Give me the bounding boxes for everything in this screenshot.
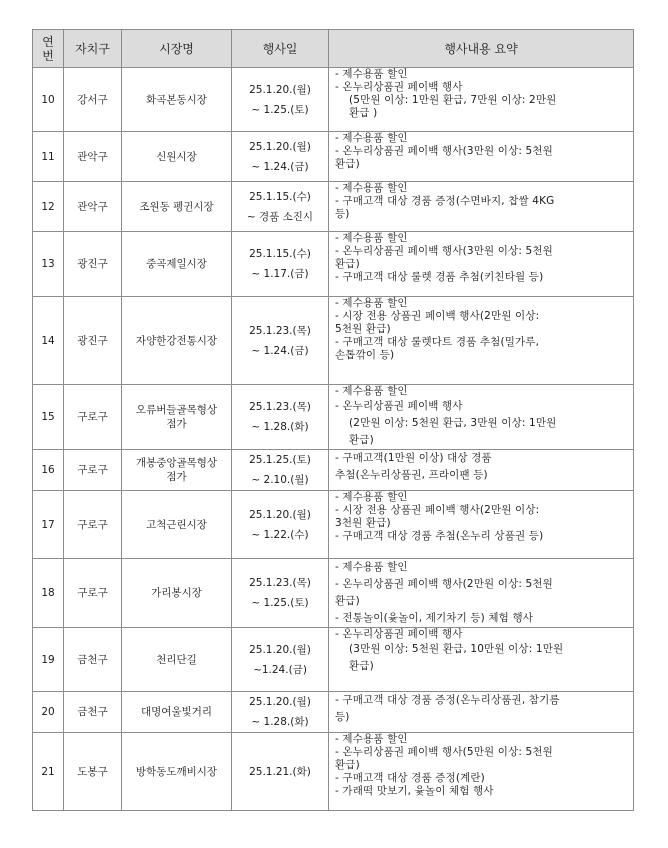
event-date-line: 25.1.20.(월) xyxy=(249,643,311,656)
event-date-line: 25.1.23.(목) xyxy=(249,324,311,337)
district-cell: 금천구 xyxy=(64,692,122,733)
event-date-line: ~ 경품 소진시 xyxy=(246,210,314,223)
market-name-line: 개봉중앙골목형상 xyxy=(135,457,218,469)
district-cell: 광진구 xyxy=(64,297,122,385)
event-date-line: ~ 1.24.(금) xyxy=(251,344,309,357)
table-body xyxy=(33,68,634,811)
event-detail-line: - 구매고객 대상 경품 증정(수면바지, 찹쌀 4KG xyxy=(335,195,555,207)
event-detail-line: - 온누리상품권 페이백 행사 xyxy=(335,81,463,93)
market-name-line: 점가 xyxy=(166,418,187,430)
event-details-cell xyxy=(329,450,634,491)
table-row xyxy=(33,68,634,132)
header-no-line2: 번 xyxy=(42,48,54,63)
event-details-cell xyxy=(329,491,634,559)
district-cell: 구로구 xyxy=(64,450,122,491)
event-date-line: ~1.24.(금) xyxy=(253,663,307,676)
table-row xyxy=(33,733,634,811)
event-date-line: 25.1.20.(월) xyxy=(249,508,311,521)
event-date-line: 25.1.15.(수) xyxy=(249,248,311,260)
market-name-cell xyxy=(122,232,232,297)
event-detail-line: 환급 ) xyxy=(349,107,378,119)
row-number: 11 xyxy=(33,132,64,182)
event-detail-line: - 제수용품 할인 xyxy=(335,561,408,573)
event-details-cell xyxy=(329,385,634,450)
event-detail-line: 환급) xyxy=(335,759,360,771)
event-details-cell xyxy=(329,182,634,232)
event-detail-line: (3만원 이상: 5천원 환급, 10만원 이상: 1만원 xyxy=(349,643,564,655)
market-name-line: 고척근린시장 xyxy=(146,518,207,531)
event-detail-line: 등) xyxy=(335,208,350,220)
event-details-cell xyxy=(329,68,634,132)
event-detail-line: - 구매고객 대상 경품 추첨(온누리 상품권 등) xyxy=(335,530,544,542)
event-detail-line: 5천원 환급) xyxy=(335,323,391,335)
event-detail-line: - 온누리상품권 페이백 행사(2만원 이상: 5천원 xyxy=(335,578,553,590)
district-cell: 구로구 xyxy=(64,491,122,559)
header-date: 행사일 xyxy=(232,30,329,68)
event-detail-line: - 제수용품 할인 xyxy=(335,132,408,144)
row-number: 15 xyxy=(33,385,64,450)
table-row xyxy=(33,692,634,733)
event-detail-line: 등) xyxy=(335,711,350,723)
market-name-line: 조원동 펭귄시장 xyxy=(139,200,214,213)
event-date-line: 25.1.20.(월) xyxy=(249,83,311,96)
event-date-line: ~ 2.10.(월) xyxy=(251,474,309,486)
event-detail-line: - 온누리상품권 페이백 행사 xyxy=(335,628,463,640)
row-number: 19 xyxy=(33,628,64,692)
event-date-cell xyxy=(232,733,329,811)
market-name-line: 대명여울빛거리 xyxy=(140,706,212,718)
row-number: 10 xyxy=(33,68,64,132)
event-detail-line: - 구매고객 대상 경품 증정(계란) xyxy=(335,772,485,784)
event-date-line: 25.1.20.(월) xyxy=(249,696,311,708)
event-detail-line: (2만원 이상: 5천원 환급, 3만원 이상: 1만원 xyxy=(349,417,557,429)
header-market: 시장명 xyxy=(122,30,232,68)
district-cell: 금천구 xyxy=(64,628,122,692)
event-detail-line: 환급) xyxy=(335,158,360,170)
event-date-line: ~ 1.22.(수) xyxy=(251,528,309,541)
header-no-line1: 연 xyxy=(42,34,54,49)
event-date-line: ~ 1.25.(토) xyxy=(251,103,309,116)
event-details-cell xyxy=(329,297,634,385)
header-district: 자치구 xyxy=(64,30,122,68)
district-cell: 구로구 xyxy=(64,559,122,628)
event-date-line: 25.1.23.(목) xyxy=(249,401,311,413)
table-row xyxy=(33,628,634,692)
market-name-line: 자양한강전통시장 xyxy=(135,334,218,347)
market-name-line: 천리단길 xyxy=(156,653,197,666)
row-number: 14 xyxy=(33,297,64,385)
market-name-line: 방학동도깨비시장 xyxy=(135,765,218,778)
district-cell: 광진구 xyxy=(64,232,122,297)
event-detail-line: 손톱깎이 등) xyxy=(335,349,395,361)
market-name-line: 중곡제일시장 xyxy=(146,258,207,270)
table-row xyxy=(33,559,634,628)
market-name-line: 신원시장 xyxy=(156,150,197,163)
event-detail-line: - 제수용품 할인 xyxy=(335,297,408,309)
district-cell: 구로구 xyxy=(64,385,122,450)
event-date-cell xyxy=(232,385,329,450)
row-number: 13 xyxy=(33,232,64,297)
district-cell: 강서구 xyxy=(64,68,122,132)
event-date-cell xyxy=(232,232,329,297)
table-row xyxy=(33,132,634,182)
event-date-line: ~ 1.28.(화) xyxy=(251,716,309,728)
market-name-line: 가리봉시장 xyxy=(151,587,202,599)
market-events-table xyxy=(32,29,634,811)
market-name-cell xyxy=(122,491,232,559)
event-date-line: 25.1.21.(화) xyxy=(249,765,311,778)
event-date-cell xyxy=(232,68,329,132)
market-name-cell xyxy=(122,450,232,491)
event-date-cell xyxy=(232,559,329,628)
market-name-cell xyxy=(122,733,232,811)
event-date-line: 25.1.23.(목) xyxy=(249,577,311,589)
event-date-line: ~ 1.28.(화) xyxy=(251,421,309,433)
market-name-cell xyxy=(122,68,232,132)
event-detail-line: - 온누리상품권 페이백 행사(3만원 이상: 5천원 xyxy=(335,145,553,157)
event-date-line: 25.1.15.(수) xyxy=(249,190,311,203)
event-detail-line: - 제수용품 할인 xyxy=(335,232,408,244)
district-cell: 관악구 xyxy=(64,132,122,182)
table-row xyxy=(33,450,634,491)
market-name-cell xyxy=(122,628,232,692)
event-date-line: ~ 1.24.(금) xyxy=(251,160,309,173)
event-detail-line: - 온누리상품권 페이백 행사 xyxy=(335,400,463,412)
event-detail-line: - 구매고객 대상 룰렛 경품 추첨(키친타월 등) xyxy=(335,271,544,283)
row-number: 20 xyxy=(33,692,64,733)
header-details: 행사내용 요약 xyxy=(329,30,634,68)
event-details-cell xyxy=(329,628,634,692)
event-details-cell xyxy=(329,232,634,297)
event-detail-line: - 시장 전용 상품권 페이백 행사(2만원 이상: xyxy=(335,504,540,516)
event-date-line: 25.1.20.(월) xyxy=(249,140,311,153)
event-date-line: ~ 1.17.(금) xyxy=(251,268,309,280)
event-date-cell xyxy=(232,491,329,559)
market-name-cell xyxy=(122,559,232,628)
event-detail-line: - 시장 전용 상품권 페이백 행사(2만원 이상: xyxy=(335,310,540,322)
event-date-cell xyxy=(232,182,329,232)
event-date-cell xyxy=(232,692,329,733)
event-detail-line: - 구매고객 대상 경품 증정(온누리상품권, 참기름 xyxy=(335,694,560,706)
event-detail-line: (5만원 이상: 1만원 환급, 7만원 이상: 2만원 xyxy=(349,94,557,106)
table-row xyxy=(33,297,634,385)
event-details-cell xyxy=(329,559,634,628)
market-name-line: 화곡본동시장 xyxy=(146,93,207,106)
event-date-cell xyxy=(232,132,329,182)
table-row xyxy=(33,491,634,559)
event-detail-line: - 제수용품 할인 xyxy=(335,733,408,745)
event-detail-line: 환급) xyxy=(335,595,360,607)
event-details-cell xyxy=(329,692,634,733)
table-row xyxy=(33,182,634,232)
row-number: 12 xyxy=(33,182,64,232)
event-detail-line: - 구매고객 대상 룰렛다트 경품 추첨(밀가루, xyxy=(335,336,540,348)
table-row xyxy=(33,385,634,450)
event-detail-line: - 제수용품 할인 xyxy=(335,182,408,194)
header-no xyxy=(33,30,64,68)
event-date-cell xyxy=(232,628,329,692)
event-date-cell xyxy=(232,450,329,491)
market-name-cell xyxy=(122,182,232,232)
event-details-cell xyxy=(329,733,634,811)
market-name-cell xyxy=(122,385,232,450)
row-number: 16 xyxy=(33,450,64,491)
event-details-cell xyxy=(329,132,634,182)
market-name-cell xyxy=(122,132,232,182)
event-detail-line: 3천원 환급) xyxy=(335,517,391,529)
event-detail-line: 환급) xyxy=(335,258,360,270)
event-detail-line: - 구매고객(1만원 이상) 대상 경품 xyxy=(335,452,492,464)
event-detail-line: - 제수용품 할인 xyxy=(335,385,408,397)
row-number: 21 xyxy=(33,733,64,811)
event-detail-line: - 온누리상품권 페이백 행사(3만원 이상: 5천원 xyxy=(335,245,553,257)
event-detail-line: 환급) xyxy=(349,434,374,446)
event-date-line: 25.1.25.(토) xyxy=(249,454,311,466)
row-number: 18 xyxy=(33,559,64,628)
district-cell: 도봉구 xyxy=(64,733,122,811)
district-cell: 관악구 xyxy=(64,182,122,232)
event-date-line: ~ 1.25.(토) xyxy=(251,597,309,609)
market-name-line: 오류버들골목형상 xyxy=(135,404,218,416)
event-detail-line: - 온누리상품권 페이백 행사(5만원 이상: 5천원 xyxy=(335,746,553,758)
event-detail-line: - 전통놀이(윷놀이, 제기차기 등) 체험 행사 xyxy=(335,612,534,624)
event-detail-line: 환급) xyxy=(349,660,374,672)
event-date-cell xyxy=(232,297,329,385)
event-detail-line: - 제수용품 할인 xyxy=(335,491,408,503)
market-name-line: 점가 xyxy=(166,471,187,483)
header-row xyxy=(33,30,634,68)
market-name-cell xyxy=(122,692,232,733)
row-number: 17 xyxy=(33,491,64,559)
market-name-cell xyxy=(122,297,232,385)
event-detail-line: - 제수용품 할인 xyxy=(335,68,408,80)
table-row xyxy=(33,232,634,297)
event-detail-line: - 가래떡 맛보기, 윷놀이 체험 행사 xyxy=(335,785,494,797)
event-detail-line: 추첨(온누리상품권, 프라이팬 등) xyxy=(335,469,488,481)
